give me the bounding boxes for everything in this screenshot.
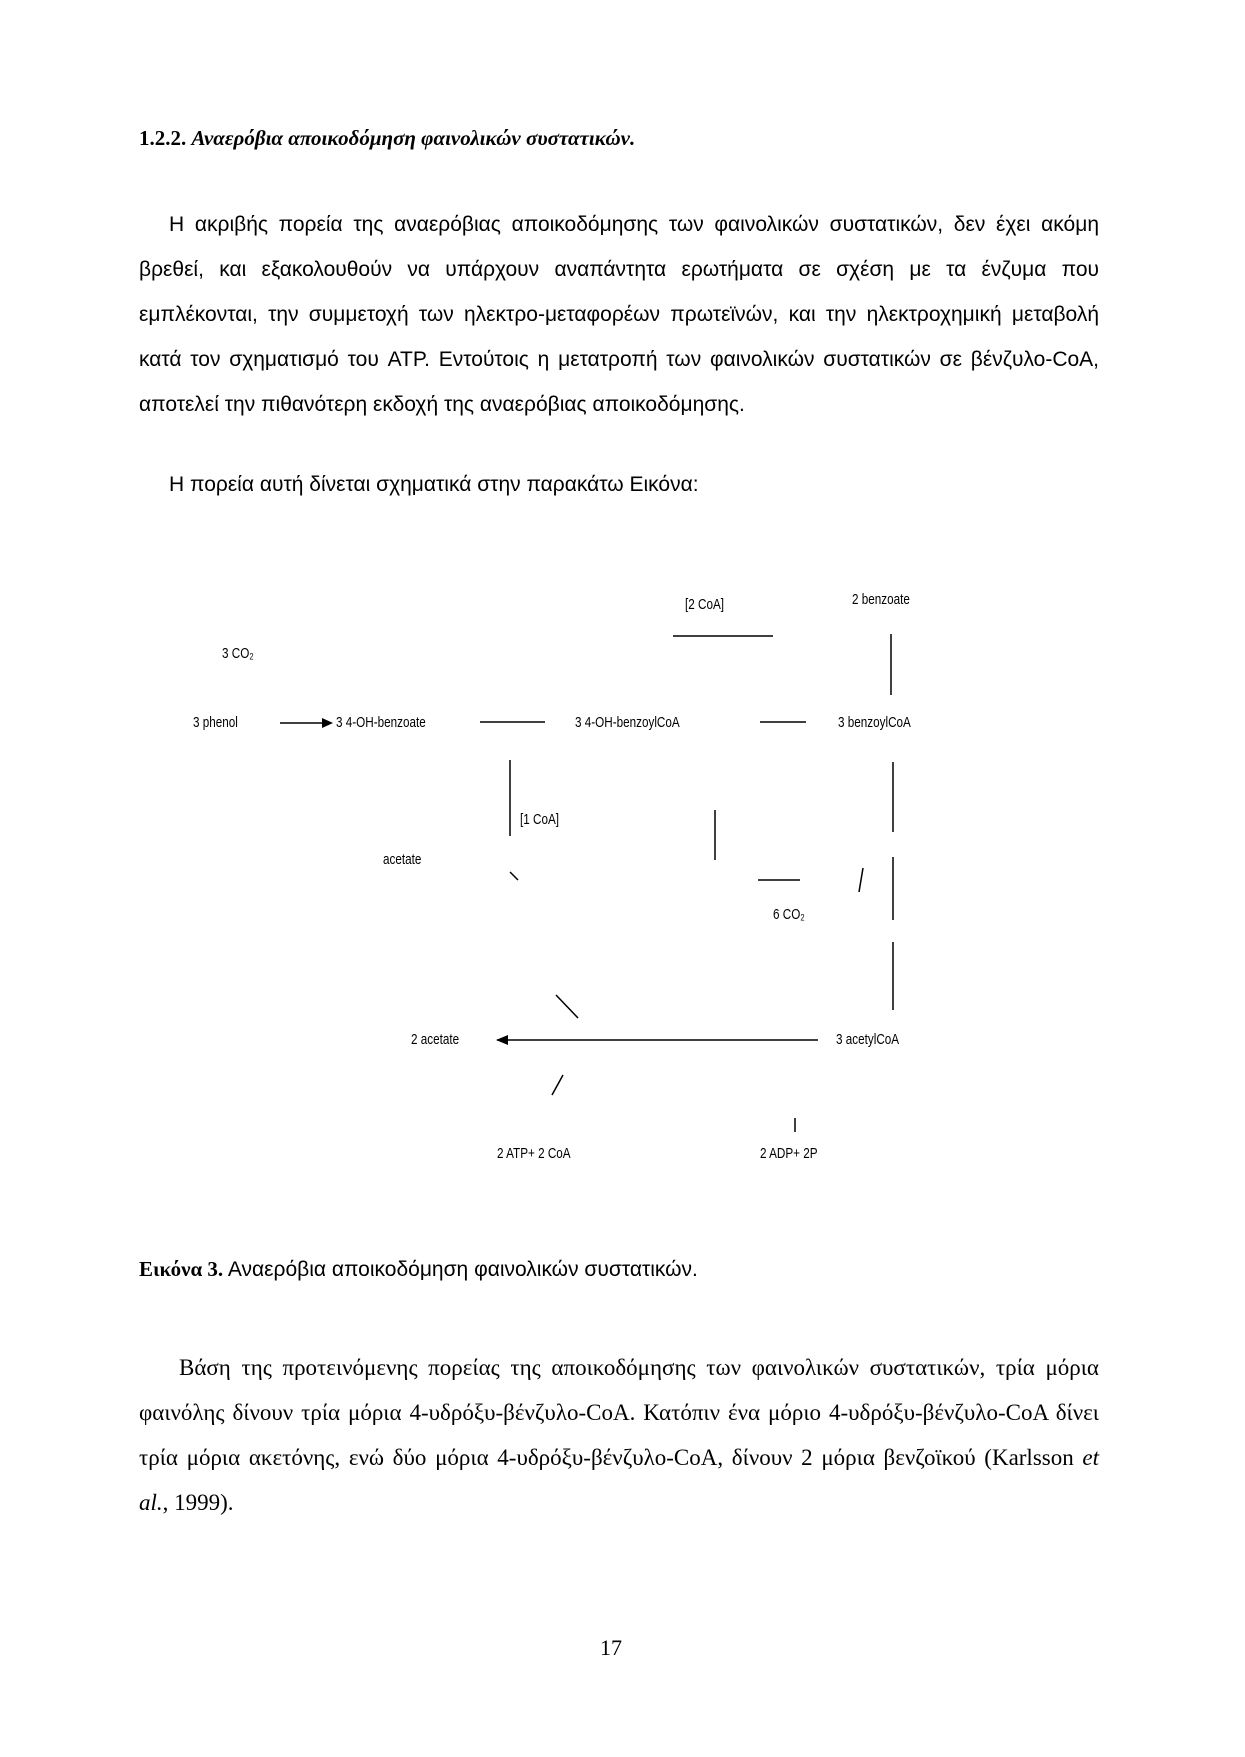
paragraph-2-text: Η πορεία αυτή δίνεται σχηματικά στην παρακάτω Εικόνα: bbox=[169, 473, 699, 496]
acetate-label: acetate bbox=[383, 851, 422, 868]
oh-benzoylcoa-label: 3 4-OH-benzoylCoA bbox=[575, 714, 680, 731]
right-tick bbox=[859, 868, 863, 892]
page-number: 17 bbox=[600, 1635, 622, 1660]
oh-benzoate-label: 3 4-OH-benzoate bbox=[336, 714, 426, 731]
phenol-label: 3 phenol bbox=[193, 714, 238, 731]
co2-3-label: 3 CO₂ bbox=[222, 645, 254, 662]
benzoate-label: 2 benzoate bbox=[852, 591, 910, 608]
atp-label: 2 ATP+ 2 CoA bbox=[497, 1145, 571, 1162]
paragraph-3-part2: , 1999). bbox=[162, 1490, 234, 1515]
paragraph-3-etal: et al. bbox=[139, 1445, 1099, 1515]
phenol-arrowhead bbox=[322, 718, 333, 728]
figure-caption bbox=[139, 1257, 698, 1282]
paragraph-3 bbox=[139, 1345, 1099, 1525]
acetylcoa-label: 3 acetylCoA bbox=[836, 1031, 900, 1048]
acetate-slash bbox=[510, 872, 518, 880]
lower-diagonal bbox=[552, 1075, 563, 1095]
adp-label: 2 ADP+ 2P bbox=[760, 1145, 818, 1162]
coa2-label: [2 CoA] bbox=[685, 596, 725, 613]
co2-6-label: 6 CO₂ bbox=[773, 906, 805, 923]
coa1-label: [1 CoA] bbox=[520, 811, 560, 828]
benzoylcoa-label: 3 benzoylCoA bbox=[838, 714, 911, 731]
section-title: Αναερόβια αποικοδόμηση φαινολικών συστατικών. bbox=[191, 126, 636, 150]
section-number: 1.2.2. bbox=[139, 126, 187, 150]
acetate2-label: 2 acetate bbox=[411, 1031, 460, 1048]
upper-diagonal bbox=[556, 995, 578, 1018]
caption-label: Εικόνα 3. bbox=[139, 1257, 224, 1281]
paragraph-3-part1: Βάση της προτεινόμενης πορείας της αποικοδόμησης των φαινολικών συστατικών, τρία μόρια φαινόλης δίνουν τρία μόρια 4-υδρόξυ-βένζυλο-CoA. Κατόπιν ένα μόριο 4-υδρόξυ-βένζυλο-CoA δίνει τρία μόρια ακετόνης, ενώ δύο μόρια 4-υδρόξυ-βένζυλο-CoA, δίνουν 2 μόρια βενζοϊκού (Karlsson bbox=[139, 1355, 1099, 1470]
acetate-arrowhead bbox=[496, 1035, 508, 1045]
paragraph-1-text: Η ακριβής πορεία της αναερόβιας αποικοδόμησης των φαινολικών συστατικών, δεν έχει ακόμη βρεθεί, και εξακολουθούν να υπάρχουν αναπάντητα ερωτήματα σε σχέση με τα ένζυμα που εμπλέκονται, την συμμετοχή των ηλεκτρο-μεταφορέων πρωτεϊνών, και την ηλεκτροχημική μεταβολή κατά τον σχηματισμό του ATP. Εντούτοις η μετατροπή των φαινολικών συστατικών σε βένζυλο-CoA, αποτελεί την πιθανότερη εκδοχή της αναερόβιας αποικοδόμησης. bbox=[139, 213, 1099, 416]
caption-text: Αναερόβια αποικοδόμηση φαινολικών συστατικών. bbox=[227, 1258, 698, 1281]
